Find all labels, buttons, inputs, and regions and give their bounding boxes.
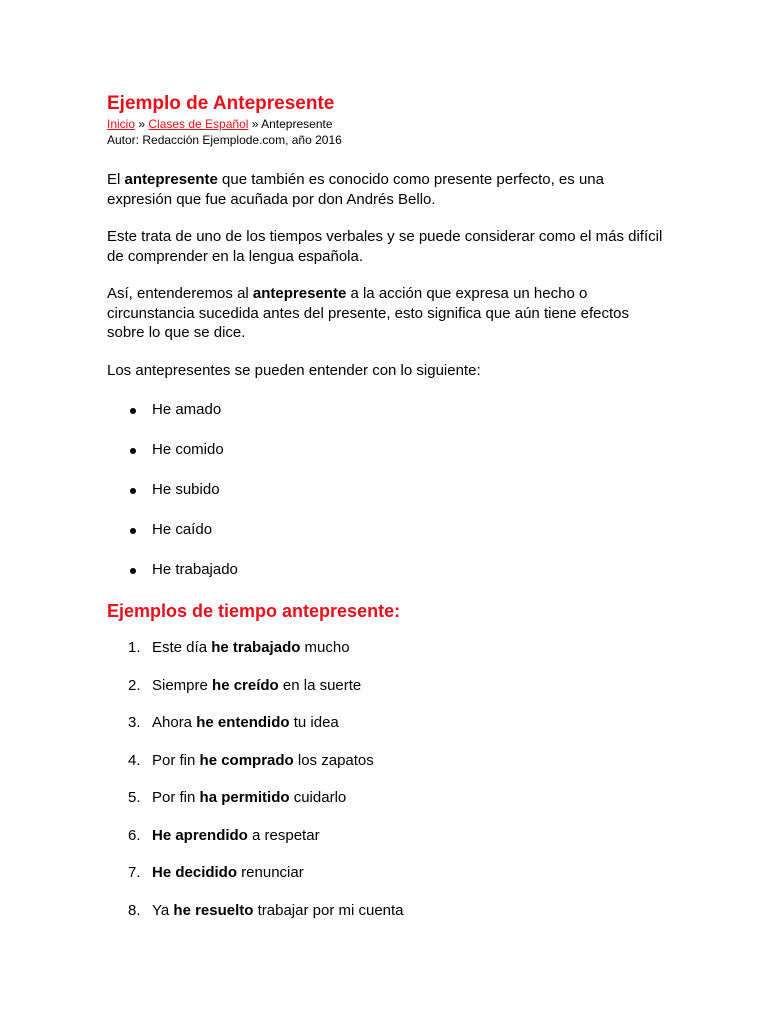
example-text: Por fin bbox=[152, 789, 200, 806]
list-item bbox=[107, 520, 667, 540]
example-text: Siempre bbox=[152, 676, 213, 694]
paragraph-list-intro: Los antepresentes se pueden entender con lo siguiente: bbox=[107, 361, 481, 379]
example-number: 3. bbox=[128, 714, 141, 731]
example-text: tu idea bbox=[289, 714, 339, 731]
example-text: cuidarlo bbox=[289, 789, 347, 806]
list-item bbox=[107, 440, 667, 460]
paragraph-intro bbox=[107, 170, 667, 209]
list-item bbox=[107, 480, 667, 500]
example-verb: He decidido bbox=[152, 864, 238, 881]
example-text: en la suerte bbox=[278, 676, 362, 694]
list-item-text: He caído bbox=[152, 521, 213, 538]
bullet-icon bbox=[130, 568, 136, 574]
example-verb: he trabajado bbox=[211, 639, 301, 656]
list-item-text: He subido bbox=[152, 481, 220, 498]
paragraph-text: Así, entenderemos al bbox=[107, 285, 253, 302]
paragraph-definition: Este trata de uno de los tiempos verbales y se puede considerar como el más difícil de comprender en la lengua española. bbox=[107, 228, 663, 265]
example-verb: he resuelto bbox=[173, 901, 254, 919]
example-item bbox=[107, 901, 667, 921]
list-item-text: He amado bbox=[152, 401, 222, 418]
example-text: mucho bbox=[300, 639, 350, 656]
example-item bbox=[107, 788, 667, 808]
example-item bbox=[107, 751, 667, 771]
example-text: Por fin bbox=[152, 751, 200, 769]
example-verb: he creído bbox=[212, 676, 279, 694]
example-text: los zapatos bbox=[293, 751, 374, 769]
example-text: a respetar bbox=[247, 826, 320, 844]
paragraph-text: que también es conocido como presente perfecto, es una expresión que fue acuñada por don Andrés Bello. bbox=[107, 171, 604, 208]
example-item bbox=[107, 676, 667, 696]
list-item-text: He trabajado bbox=[152, 561, 238, 578]
bold-term: antepresente bbox=[252, 285, 347, 302]
list-item-text: He comido bbox=[152, 441, 224, 458]
example-number: 6. bbox=[128, 826, 141, 844]
example-text: Ahora bbox=[152, 714, 197, 731]
list-item bbox=[107, 560, 667, 580]
bullet-icon bbox=[130, 488, 136, 494]
paragraph-text: a la acción que expresa un hecho o circunstancia sucedida antes del presente, esto significa que aún tiene efectos sobre lo que se dice. bbox=[107, 285, 629, 341]
paragraph-explanation bbox=[107, 284, 667, 343]
example-verb: ha permitido bbox=[199, 789, 290, 806]
author-line: Autor: Redacción Ejemplode.com, año 2016 bbox=[107, 133, 342, 147]
example-item bbox=[107, 863, 667, 883]
document-page bbox=[107, 92, 667, 938]
breadcrumb-separator: » bbox=[248, 117, 262, 131]
example-text: Este día bbox=[152, 639, 212, 656]
examples-heading: Ejemplos de tiempo antepresente: bbox=[107, 601, 401, 621]
example-number: 1. bbox=[128, 639, 141, 656]
breadcrumb bbox=[107, 116, 667, 132]
bold-term: antepresente bbox=[124, 171, 218, 188]
breadcrumb-current: Antepresente bbox=[261, 117, 333, 131]
example-number: 5. bbox=[128, 789, 141, 806]
example-verb: He aprendido bbox=[152, 826, 248, 844]
paragraph-text: El bbox=[107, 171, 125, 188]
bullet-list bbox=[107, 400, 667, 580]
breadcrumb-separator: » bbox=[135, 117, 149, 131]
example-number: 7. bbox=[128, 864, 141, 881]
example-item bbox=[107, 713, 667, 733]
bullet-icon bbox=[130, 448, 136, 454]
breadcrumb-link-category[interactable]: Clases de Español bbox=[148, 117, 249, 131]
example-text: trabajar por mi cuenta bbox=[253, 901, 404, 919]
page-title: Ejemplo de Antepresente bbox=[107, 93, 335, 114]
bullet-icon bbox=[130, 408, 136, 414]
example-verb: he entendido bbox=[196, 714, 290, 731]
list-item bbox=[107, 400, 667, 420]
examples-list bbox=[107, 638, 667, 921]
bullet-icon bbox=[130, 528, 136, 534]
breadcrumb-link-home[interactable]: Inicio bbox=[107, 117, 136, 131]
example-text: Ya bbox=[152, 901, 174, 919]
example-item bbox=[107, 638, 667, 658]
example-text: renunciar bbox=[237, 864, 304, 881]
example-number: 2. bbox=[128, 676, 141, 694]
example-item bbox=[107, 826, 667, 846]
example-number: 8. bbox=[128, 901, 141, 919]
example-verb: he comprado bbox=[199, 751, 294, 769]
example-number: 4. bbox=[128, 751, 141, 769]
